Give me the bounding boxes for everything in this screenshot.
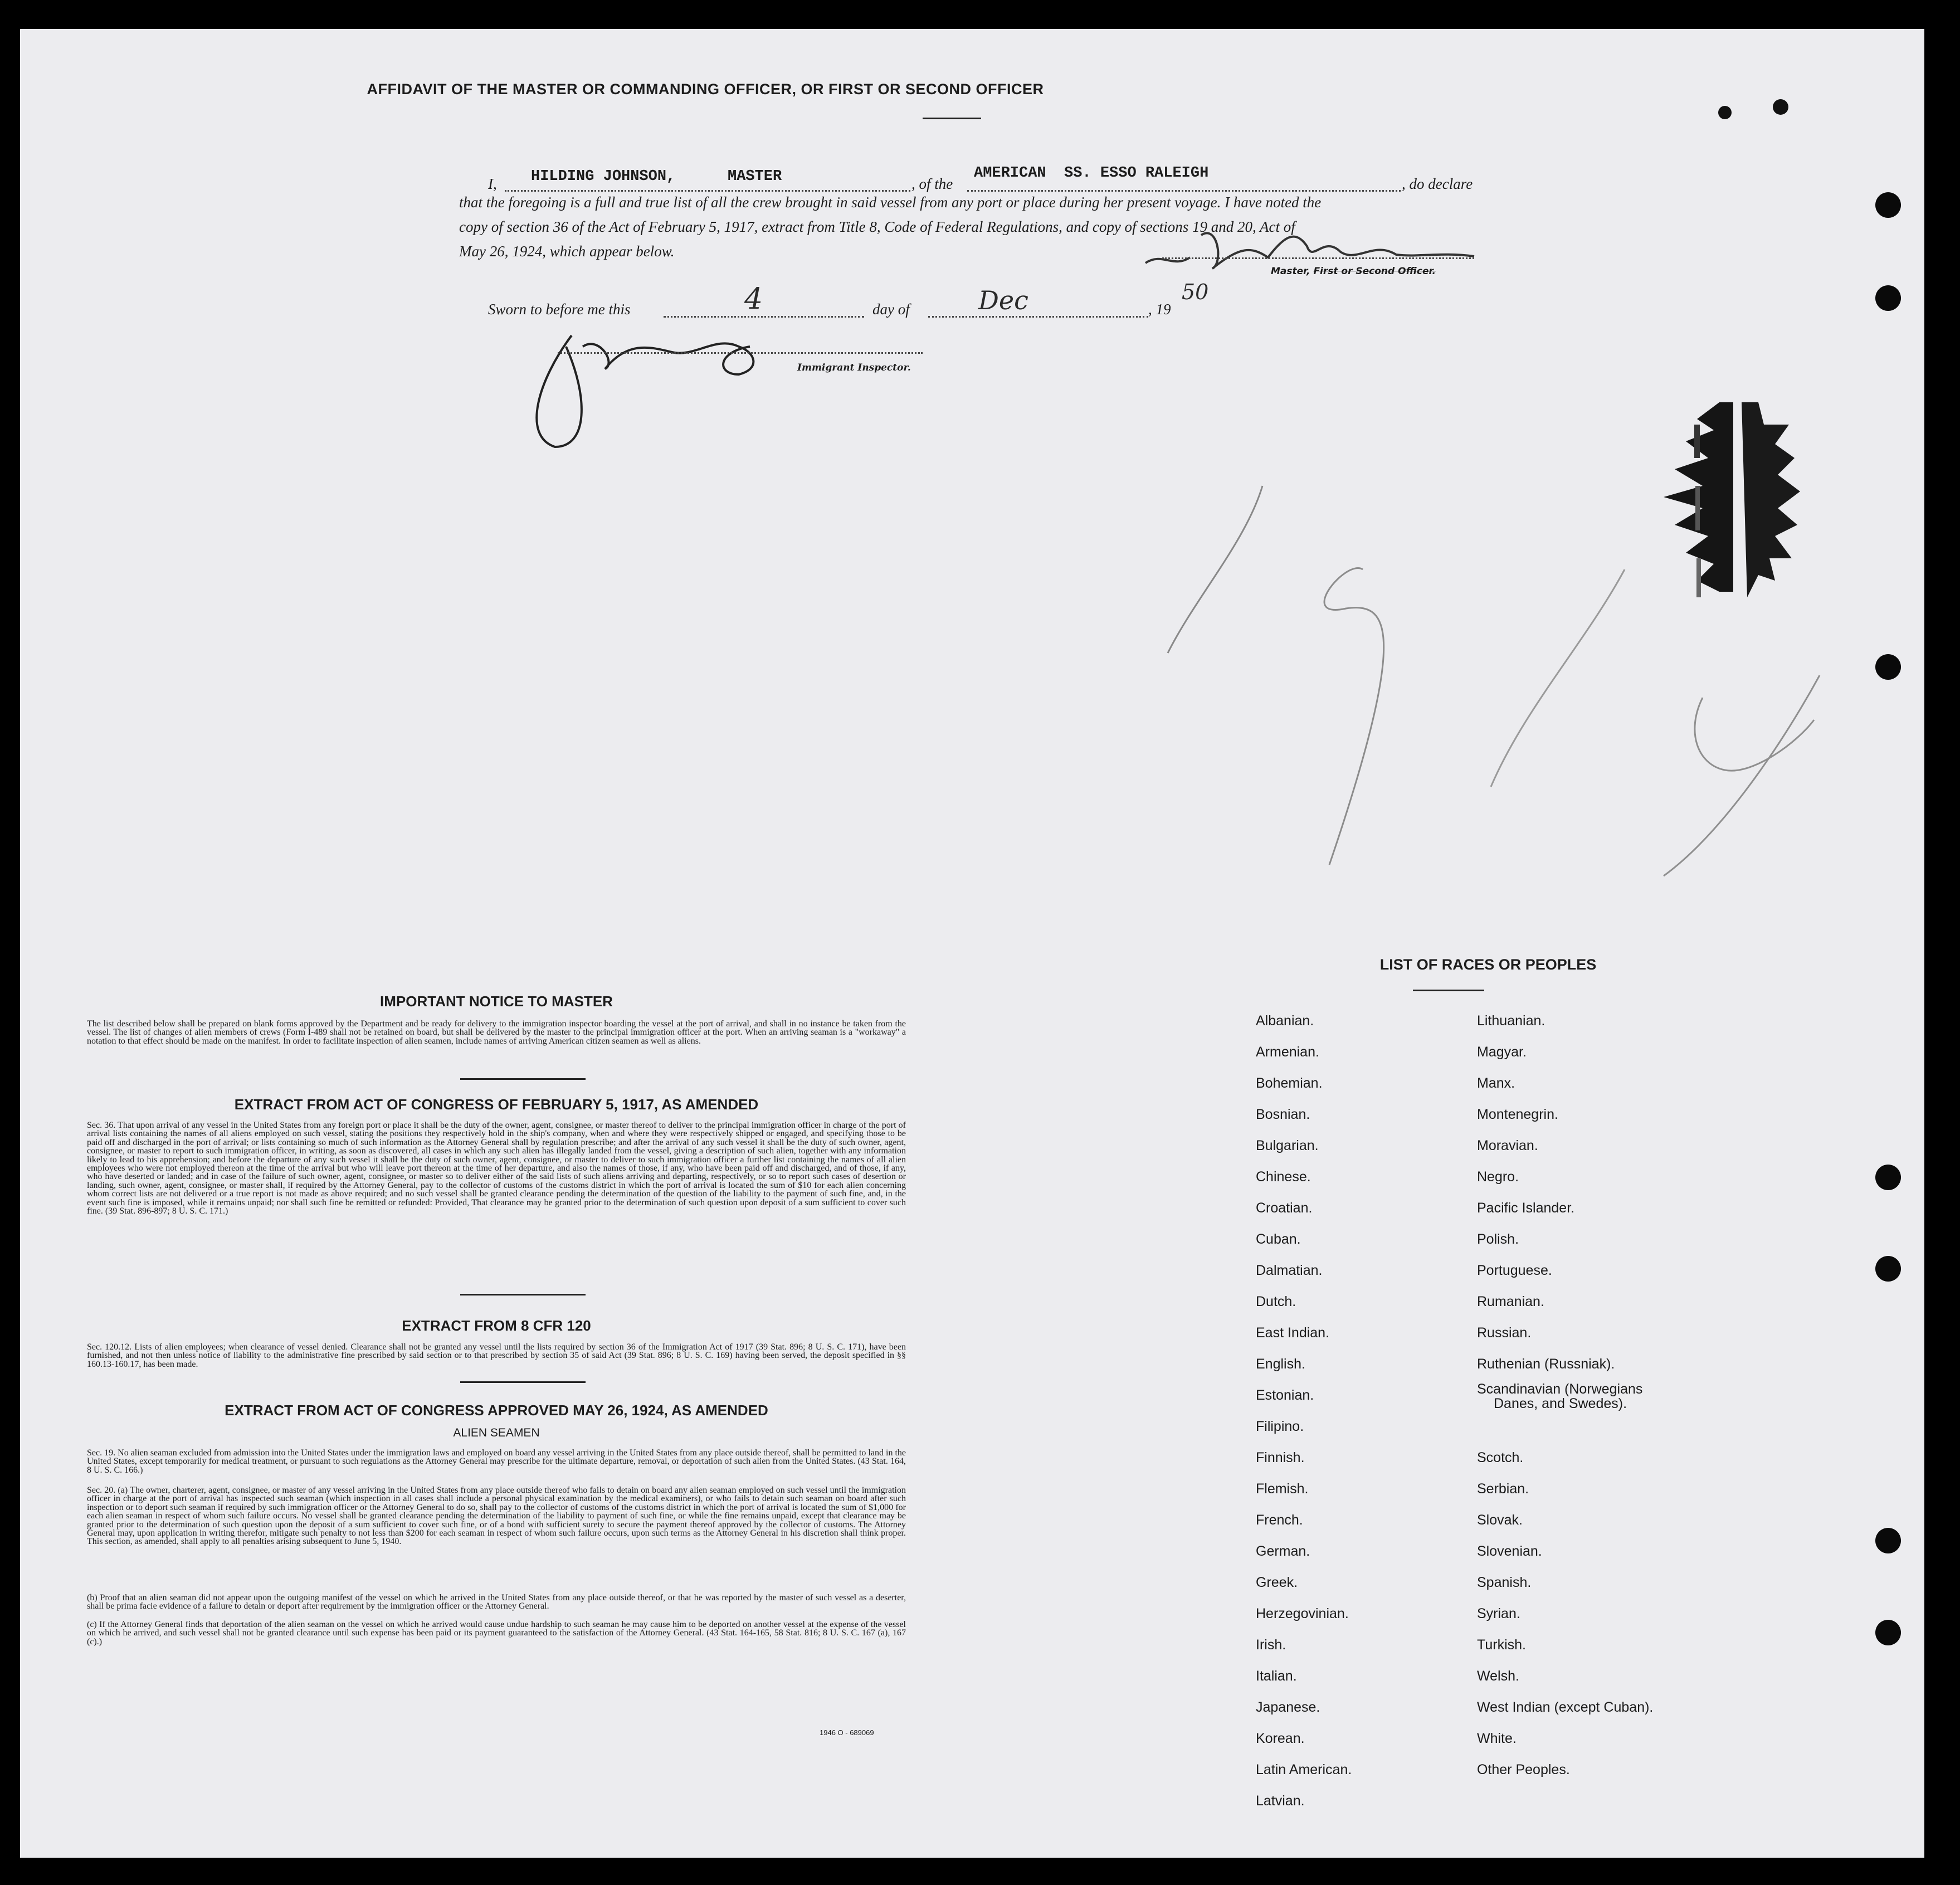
punch-hole bbox=[1875, 192, 1901, 218]
race-item: Negro. bbox=[1477, 1169, 1519, 1185]
race-item: Rumanian. bbox=[1477, 1294, 1544, 1309]
race-item: Cuban. bbox=[1256, 1231, 1301, 1247]
of-the-label: , of the bbox=[911, 176, 953, 192]
race-item: Montenegrin. bbox=[1477, 1107, 1558, 1122]
master-name: HILDING JOHNSON, bbox=[531, 168, 676, 185]
race-item: Irish. bbox=[1256, 1637, 1286, 1653]
race-item: Japanese. bbox=[1256, 1699, 1320, 1715]
extract-1924-sec20c: (c) If the Attorney General finds that deportation of the alien seaman on the vessel on which he arrived would cause undue hardship to such seaman he may cause him to be deported on another vessel at the expense of the vessel on which he arrived, and such vessel shall not be granted clearance until such expense has been paid or its payment guaranteed to the satisfaction of the Attorney General. (43 Stat. 164-165, 58 Stat. 816; 8 U. S. C. 167 (a), 167 (c).) bbox=[87, 1620, 906, 1647]
affidavit-i-label: I, bbox=[488, 176, 497, 192]
race-item: Syrian. bbox=[1477, 1606, 1520, 1621]
affidavit-line-2: that the foregoing is a full and true list of all the crew brought in said vessel from any port or place during her present voyage. I have noted the bbox=[459, 194, 1322, 211]
race-item: East Indian. bbox=[1256, 1325, 1330, 1341]
extract-1924-sec20b: (b) Proof that an alien seaman did not appear upon the outgoing manifest of the vessel on which he arrived in the United States from any place outside thereof, or that he was reported by the master of such vessel as a deserter, shall be prima facie evidence of a failure to detain or deport after requirement by the immigration officer or the Attorney General. bbox=[87, 1593, 906, 1611]
title-divider bbox=[923, 118, 981, 119]
extract-8cfr-title: EXTRACT FROM 8 CFR 120 bbox=[402, 1317, 591, 1334]
race-item-cont: Danes, and Swedes). bbox=[1494, 1396, 1627, 1411]
inspector-caption: Immigrant Inspector. bbox=[797, 362, 911, 373]
race-item: Croatian. bbox=[1256, 1200, 1313, 1216]
extract-1924-subtitle: ALIEN SEAMEN bbox=[453, 1426, 540, 1439]
race-item: Serbian. bbox=[1477, 1481, 1529, 1497]
handwritten-number-1214 bbox=[1162, 475, 1859, 898]
race-item: Moravian. bbox=[1477, 1138, 1538, 1153]
affidavit-line-4: May 26, 1924, which appear below. bbox=[459, 243, 675, 260]
race-item: Greek. bbox=[1256, 1575, 1298, 1590]
race-item: Pacific Islander. bbox=[1477, 1200, 1575, 1216]
race-item: Finnish. bbox=[1256, 1450, 1305, 1465]
race-item: Lithuanian. bbox=[1477, 1013, 1545, 1029]
extract-8cfr-divider bbox=[460, 1381, 586, 1383]
punch-hole bbox=[1875, 1165, 1901, 1190]
do-declare-label: , do declare bbox=[1402, 176, 1473, 192]
race-item: Turkish. bbox=[1477, 1637, 1526, 1653]
extract-1917-body: Sec. 36. That upon arrival of any vessel in the United States from any foreign port or place it shall be the duty of the owner, agent, consignee, or master thereof to deliver to the principal immigration officer in charge of the port of arrival lists containing the names of all aliens employed on such vessel, stating the positions they respectively hold in the ship's company, when and where they were respectively shipped or engaged, and specifying those to be paid off and discharged in the port of arrival; or lists containing so much of such information as the Attorney General shall by regulation prescribe; and after the arrival of any such vessel it shall be the duty of such owner, agent, consignee, or master to report to such immigration officer, in writing, as soon as discovered, all cases in which any such alien has illegally landed from the vessel, giving a description of such alien, together with any information likely to lead to his apprehension; and before the departure of any such vessel it shall be the duty of such owner, agent, consignee, or master to deliver to such immigration officer a further list containing the names of all alien employees who were not employed thereon at the time of the arrival but who will leave port thereon at the time of her departure, and also the names of those, if any, who have been paid off and discharged, and of those, if any, who have deserted or landed; and in case of the failure of such owner, agent, consignee, or master so to deliver either of the said lists of such aliens arriving and departing, respectively, or so to report such cases of desertion or landing, such owner, agent, consignee, or master shall, if required by the Attorney General, pay to the collector of customs of the customs district in which the port of arrival is located the sum of $10 for each alien concerning whom correct lists are not delivered or a true report is not made as above required; and no such vessel shall be granted clearance pending the determination of the question of the liability to the payment of such fine, and, in the event such fine is imposed, while it remains unpaid; nor shall such fine be remitted or refunded: Provided, That clearance may be granted prior to the determination of such question upon deposit of a sum sufficient to cover such fine. (39 Stat. 896-897; 8 U. S. C. 171.) bbox=[87, 1121, 906, 1216]
notice-title: IMPORTANT NOTICE TO MASTER bbox=[380, 993, 613, 1010]
punch-hole bbox=[1875, 285, 1901, 311]
race-item: Latin American. bbox=[1256, 1762, 1352, 1777]
race-item: Manx. bbox=[1477, 1075, 1515, 1091]
notice-divider bbox=[460, 1078, 586, 1080]
extract-1917-title: EXTRACT FROM ACT OF CONGRESS OF FEBRUARY 5, 1917, AS AMENDED bbox=[234, 1096, 759, 1113]
inspector-signature-line bbox=[558, 347, 923, 354]
punch-hole bbox=[1875, 654, 1901, 680]
race-item: Dalmatian. bbox=[1256, 1263, 1323, 1278]
extract-1917-divider bbox=[460, 1294, 586, 1295]
caption-struck: First or Second Officer. bbox=[1313, 266, 1436, 277]
ink-marks-top bbox=[1691, 85, 1825, 135]
race-item: Armenian. bbox=[1256, 1044, 1319, 1060]
affidavit-title: AFFIDAVIT OF THE MASTER OR COMMANDING OFFICER, OR FIRST OR SECOND OFFICER bbox=[367, 81, 1044, 98]
race-item: Welsh. bbox=[1477, 1668, 1519, 1684]
punch-hole bbox=[1875, 1528, 1901, 1553]
race-item: Portuguese. bbox=[1477, 1263, 1552, 1278]
sworn-month: Dec bbox=[978, 285, 1028, 315]
race-item: White. bbox=[1477, 1731, 1517, 1746]
year-prefix: , 19 bbox=[1148, 301, 1171, 318]
race-item: Bohemian. bbox=[1256, 1075, 1323, 1091]
race-item: Slovak. bbox=[1477, 1512, 1523, 1528]
race-item: Korean. bbox=[1256, 1731, 1305, 1746]
signer-caption bbox=[1271, 266, 1436, 277]
notice-body: The list described below shall be prepared on blank forms approved by the Department and be ready for delivery to the immigration inspector boarding the vessel at the port of arrival, and shall in no instance be taken from the vessel. The list of changes of alien members of crews (Form I-489 shall not be retained on board, but shall be delivered by the master to the principal immigration officer at the port. When an arriving seaman is a "workaway" a notation to that effect should be made on the manifest. In order to facilitate inspection of alien seamen, include names of arriving American citizen seamen as well as aliens. bbox=[87, 1019, 906, 1046]
race-item: Spanish. bbox=[1477, 1575, 1532, 1590]
race-item: French. bbox=[1256, 1512, 1303, 1528]
extract-1924-title: EXTRACT FROM ACT OF CONGRESS APPROVED MAY 26, 1924, AS AMENDED bbox=[225, 1402, 768, 1419]
sworn-day: 4 bbox=[744, 282, 763, 316]
race-item: Slovenian. bbox=[1477, 1543, 1542, 1559]
race-item: Magyar. bbox=[1477, 1044, 1527, 1060]
extract-1924-sec19: Sec. 19. No alien seaman excluded from admission into the United States under the immigration laws and employed on board any vessel arriving in the United States from any place outside thereof, shall be permitted to land in the United States, except temporarily for medical treatment, or pursuant to such regulations as the Attorney General may prescribe for the ultimate departure, removal, or deportation of such alien from the United States. (43 Stat. 164, 8 U. S. C. 166.) bbox=[87, 1448, 906, 1475]
sworn-label: Sworn to before me this bbox=[488, 301, 631, 318]
races-divider bbox=[1413, 990, 1484, 991]
race-item: Russian. bbox=[1477, 1325, 1532, 1341]
race-item: Chinese. bbox=[1256, 1169, 1311, 1185]
races-column-1 bbox=[1256, 1005, 1352, 1816]
document-page bbox=[20, 29, 1924, 1858]
race-item: Polish. bbox=[1477, 1231, 1519, 1247]
race-item: Albanian. bbox=[1256, 1013, 1314, 1029]
races-title: LIST OF RACES OR PEOPLES bbox=[1379, 956, 1597, 973]
race-item: Ruthenian (Russniak). bbox=[1477, 1356, 1615, 1372]
vessel-name: AMERICAN SS. ESSO RALEIGH bbox=[974, 165, 1209, 182]
race-item: Scandinavian (Norwegians bbox=[1477, 1381, 1643, 1397]
caption-master: Master, bbox=[1271, 266, 1310, 277]
race-item: Filipino. bbox=[1256, 1419, 1304, 1434]
race-item: Bulgarian. bbox=[1256, 1138, 1319, 1153]
punch-hole bbox=[1875, 1256, 1901, 1282]
day-of-label: day of bbox=[872, 301, 910, 318]
printer-mark: 1946 O - 689069 bbox=[820, 1728, 874, 1737]
sworn-month-dotline bbox=[928, 310, 1148, 318]
race-item: English. bbox=[1256, 1356, 1305, 1372]
race-item: Scotch. bbox=[1477, 1450, 1524, 1465]
race-item-scandinavian bbox=[1477, 1380, 1653, 1411]
race-item: Flemish. bbox=[1256, 1481, 1309, 1497]
race-item: German. bbox=[1256, 1543, 1310, 1559]
race-item: Latvian. bbox=[1256, 1793, 1305, 1809]
extract-8cfr-body: Sec. 120.12. Lists of alien employees; when clearance of vessel denied. Clearance shall not be granted any vessel until the lists required by section 36 of the Immigration Act of 1917 (39 Stat. 896; 8 U. S. C. 171), have been furnished, and not then unless notice of liability to the administrative fine prescribed by said section or to that prescribed by section 35 of said Act (39 Stat. 896; 8 U. S. C. 169) having been served, the deposit specified in §§ 160.13-160.17, has been made. bbox=[87, 1342, 906, 1369]
race-item: West Indian (except Cuban). bbox=[1477, 1699, 1654, 1715]
master-rank: MASTER bbox=[728, 168, 782, 185]
race-item: Other Peoples. bbox=[1477, 1762, 1570, 1777]
races-column-2 bbox=[1477, 1005, 1653, 1785]
race-item: Herzegovinian. bbox=[1256, 1606, 1349, 1621]
affidavit-line-3: copy of section 36 of the Act of February 5, 1917, extract from Title 8, Code of Federal Regulations, and copy of sections 19 and 20, Act of bbox=[459, 218, 1295, 235]
master-signature-line bbox=[1162, 252, 1474, 259]
punch-hole bbox=[1875, 1620, 1901, 1645]
sworn-year: 50 bbox=[1182, 280, 1209, 304]
extract-1924-sec20a: Sec. 20. (a) The owner, charterer, agent, consignee, or master of any vessel arriving in the United States from any place outside thereof who fails to detain on board any alien seaman employed on such vessel until the immigration officer in charge at the port of arrival has inspected such seaman (which inspection in all cases shall include a personal physical examination by the medical examiners), or who fails to detain such seaman on board after such inspection or to deport such seaman if required by such immigration officer or the Attorney General to do so, shall pay to the collector of customs of the customs district in which the port of arrival is located the sum of $1,000 for each alien seaman in respect of whom such failure occurs. No vessel shall be granted clearance pending the determination of the liability to payment of such fine, or while the fine remains unpaid, except that clearance may be granted prior to the determination of such question upon the deposit of a sum sufficient to cover such fine, or of a bond with sufficient surety to secure the payment thereof approved by the collector of customs. The Attorney General may, upon application in writing therefor, mitigate such penalty to not less than $200 for each seaman in respect of whom such failure occurs, upon such terms as the Attorney General in his discretion shall think proper. This section, as amended, shall apply to all penalties arising subsequent to June 5, 1940. bbox=[87, 1485, 906, 1547]
race-item-spacer bbox=[1477, 1411, 1653, 1442]
race-item: Italian. bbox=[1256, 1668, 1297, 1684]
race-item: Bosnian. bbox=[1256, 1107, 1310, 1122]
race-item: Estonian. bbox=[1256, 1387, 1314, 1403]
inspector-signature bbox=[505, 313, 806, 458]
race-item: Dutch. bbox=[1256, 1294, 1296, 1309]
